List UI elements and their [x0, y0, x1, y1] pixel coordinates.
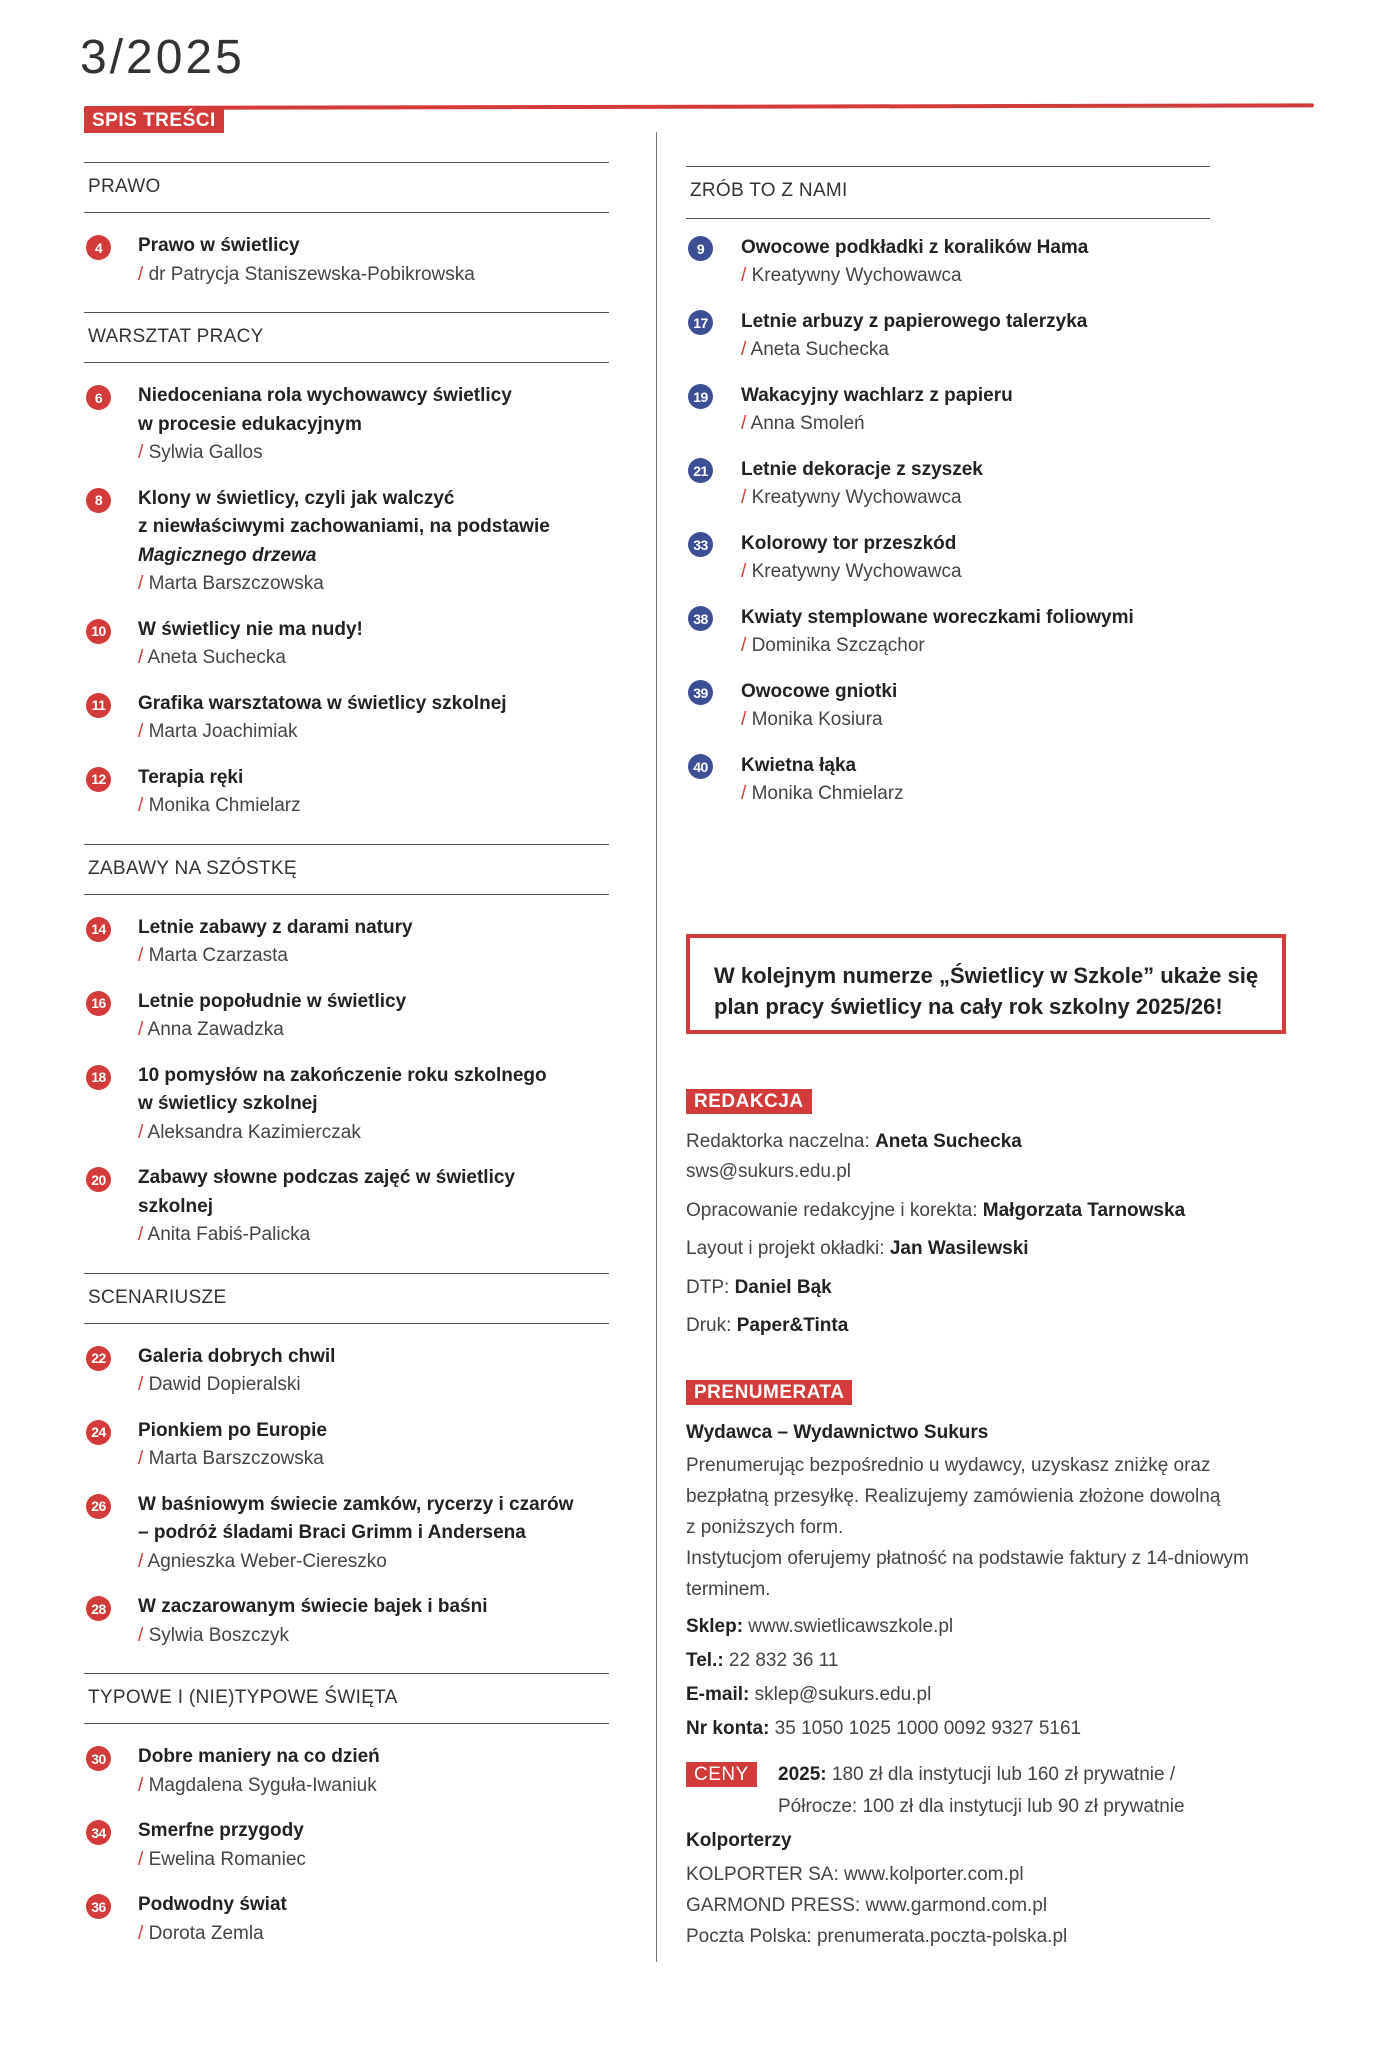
entry-title: Letnie arbuzy z papierowego talerzyka — [741, 311, 1088, 332]
entry-title: z niewłaściwymi zachowaniami, na podstawie — [138, 516, 550, 537]
section-rule — [686, 166, 1210, 167]
section-heading: PRAWO — [88, 176, 161, 197]
entry-author — [138, 261, 475, 289]
column-divider — [656, 132, 657, 1962]
page-badge: 33 — [688, 532, 713, 557]
distributor-line: KOLPORTER SA: www.kolporter.com.pl — [686, 1864, 1024, 1885]
page-badge: 24 — [86, 1420, 111, 1445]
entry-title: w procesie edukacyjnym — [138, 413, 362, 435]
author-name: Marta Barszczowska — [148, 1448, 324, 1469]
entry-title-italic: Magicznego drzewa — [138, 544, 317, 566]
entry-title — [138, 542, 316, 570]
author-name: Kreatywny Wychowawca — [751, 561, 962, 582]
section-heading: ZRÓB TO Z NAMI — [690, 180, 848, 201]
entry-title: Klony w świetlicy, czyli jak walczyć — [138, 487, 455, 509]
page-badge: 11 — [86, 693, 111, 718]
section-rule — [84, 1723, 609, 1724]
line-value: Jan Wasilewski — [889, 1238, 1029, 1259]
section-rule — [84, 362, 609, 363]
line-value: Daniel Bąk — [734, 1277, 832, 1298]
page-badge: 20 — [86, 1167, 111, 1192]
entry-author — [138, 792, 301, 820]
subscription-text: Instytucjom oferujemy płatność na podstawie faktury z 14-dniowym — [686, 1548, 1249, 1569]
author-slash: / — [138, 721, 149, 742]
price-line — [778, 1764, 1175, 1786]
author-slash: / — [138, 647, 148, 668]
entry-title: Terapia ręki — [138, 766, 244, 788]
subscription-text: bezpłatną przesyłkę. Realizujemy zamówienia złożone dowolną — [686, 1486, 1221, 1507]
entry-author — [741, 410, 865, 438]
section-heading: TYPOWE I (NIE)TYPOWE ŚWIĘTA — [88, 1687, 398, 1708]
entry-author — [138, 1221, 310, 1249]
author-slash: / — [138, 1448, 149, 1469]
contact-line — [686, 1684, 931, 1706]
price-key: 2025: — [778, 1764, 827, 1785]
author-slash: / — [138, 1922, 149, 1944]
issue-number: 3/2025 — [80, 31, 245, 84]
author-name: Magdalena Syguła-Iwaniuk — [148, 1774, 377, 1796]
author-name: Anita Fabiś-Palicka — [147, 1224, 311, 1245]
subscription-text: z poniższych form. — [686, 1517, 844, 1538]
subscription-text: Prenumerując bezpośrednio u wydawcy, uzyskasz zniżkę oraz — [686, 1455, 1211, 1476]
line-value: Paper&Tinta — [736, 1315, 849, 1336]
entry-title: Grafika warsztatowa w świetlicy szkolnej — [138, 692, 507, 714]
contact-value: sklep@sukurs.edu.pl — [749, 1684, 932, 1705]
entry-title: W baśniowym świecie zamków, rycerzy i czarów — [138, 1493, 574, 1515]
entry-author — [741, 780, 904, 808]
page-badge: 16 — [86, 991, 111, 1016]
author-name: Monika Kosiura — [751, 709, 883, 730]
line-key: Druk: — [686, 1315, 737, 1336]
author-slash: / — [741, 709, 752, 730]
entry-title: Wakacyjny wachlarz z papieru — [741, 385, 1013, 406]
author-slash: / — [138, 795, 149, 816]
author-slash: / — [741, 265, 752, 286]
entry-title: Pionkiem po Europie — [138, 1419, 327, 1441]
notice-text — [714, 960, 1258, 1022]
author-slash: / — [741, 413, 751, 434]
author-name: Kreatywny Wychowawca — [751, 265, 962, 286]
author-name: Dorota Zemla — [148, 1922, 264, 1944]
entry-author — [138, 439, 263, 467]
entry-title: szkolnej — [138, 1195, 213, 1217]
entry-author — [138, 570, 324, 598]
entry-title: Kwietna łąka — [741, 755, 857, 776]
page-badge: 8 — [86, 488, 111, 513]
author-slash: / — [138, 1019, 148, 1040]
author-slash: / — [138, 442, 149, 463]
ceny-label: CENY — [686, 1762, 757, 1787]
distributors-title: Kolporterzy — [686, 1830, 792, 1851]
prenumerata-label: PRENUMERATA — [686, 1380, 852, 1405]
line-key: sws@sukurs.edu.pl — [686, 1161, 852, 1182]
section-rule — [84, 1323, 609, 1324]
entry-title: Prawo w świetlicy — [138, 235, 300, 256]
entry-title: W świetlicy nie ma nudy! — [138, 618, 363, 640]
entry-title: Podwodny świat — [138, 1894, 287, 1915]
section-rule — [686, 218, 1210, 219]
author-name: Marta Joachimiak — [148, 721, 298, 742]
page-badge: 4 — [86, 235, 111, 260]
contact-key: Tel.: — [686, 1650, 724, 1671]
section-rule — [84, 312, 609, 313]
contact-line — [686, 1718, 1081, 1740]
author-name: Anna Zawadzka — [147, 1019, 284, 1040]
page-badge: 21 — [688, 458, 713, 483]
line-key: Opracowanie redakcyjne i korekta: — [686, 1200, 983, 1221]
publisher-line: Wydawca – Wydawnictwo Sukurs — [686, 1422, 989, 1443]
line-key: DTP: — [686, 1277, 735, 1298]
line-value: Małgorzata Tarnowska — [982, 1200, 1186, 1221]
author-name: Aneta Suchecka — [147, 647, 286, 668]
entry-author — [138, 718, 297, 746]
section-heading: SCENARIUSZE — [88, 1286, 227, 1308]
author-name: Aneta Suchecka — [750, 339, 889, 360]
section-rule — [84, 1273, 609, 1274]
author-name: Sylwia Boszczyk — [148, 1624, 289, 1646]
page-badge: 14 — [86, 917, 111, 942]
author-name: Agnieszka Weber-Ciereszko — [147, 1550, 387, 1572]
entry-title: Letnie dekoracje z szyszek — [741, 459, 983, 480]
entry-author — [138, 1622, 289, 1650]
page-badge: 40 — [688, 754, 713, 779]
entry-author — [138, 644, 286, 672]
redakcja-line — [686, 1238, 1029, 1260]
contact-value: 22 832 36 11 — [723, 1650, 839, 1671]
author-name: Marta Barszczowska — [148, 573, 324, 594]
entry-author — [741, 706, 883, 734]
price-line: Półrocze: 100 zł dla instytucji lub 90 zł prywatnie — [778, 1796, 1185, 1817]
author-slash: / — [741, 783, 752, 804]
author-slash: / — [741, 635, 752, 656]
page-badge: 36 — [86, 1894, 111, 1919]
entry-author — [138, 1119, 361, 1147]
contact-key: Sklep: — [686, 1616, 744, 1637]
page-badge: 22 — [86, 1346, 111, 1371]
line-value: Aneta Suchecka — [875, 1131, 1022, 1152]
author-name: Sylwia Gallos — [148, 442, 263, 463]
section-rule — [84, 894, 609, 895]
entry-author — [138, 1445, 324, 1473]
redakcja-line — [686, 1131, 1022, 1153]
entry-title: Letnie zabawy z darami natury — [138, 916, 413, 938]
section-rule — [84, 162, 609, 163]
entry-title: Niedoceniana rola wychowawcy świetlicy — [138, 385, 512, 406]
author-name: Monika Chmielarz — [751, 783, 904, 804]
page-badge: 6 — [86, 385, 111, 410]
contact-value: 35 1050 1025 1000 0092 9327 5161 — [769, 1718, 1082, 1739]
author-name: Ewelina Romaniec — [148, 1848, 306, 1870]
entry-author — [741, 336, 889, 364]
entry-author — [741, 632, 925, 660]
contact-key: Nr konta: — [686, 1718, 770, 1739]
entry-title: Kwiaty stemplowane woreczkami foliowymi — [741, 607, 1134, 628]
entry-title: Kolorowy tor przeszkód — [741, 533, 957, 554]
author-name: Dawid Dopieralski — [148, 1374, 301, 1395]
toc-label: SPIS TREŚCI — [84, 108, 224, 133]
page-badge: 12 — [86, 767, 111, 792]
notice-line: plan pracy świetlicy na cały rok szkolny 2025/26! — [714, 994, 1223, 1019]
page-badge: 34 — [86, 1820, 111, 1845]
author-slash: / — [138, 263, 149, 285]
author-name: Dominika Szcząchor — [751, 635, 925, 656]
author-slash: / — [138, 1774, 149, 1796]
contact-line — [686, 1616, 953, 1638]
entry-author — [741, 484, 962, 512]
author-slash: / — [138, 1624, 149, 1646]
author-slash: / — [138, 1848, 149, 1870]
page-badge: 28 — [86, 1596, 111, 1621]
section-heading: ZABAWY NA SZÓSTKĘ — [88, 857, 297, 879]
author-slash: / — [138, 1374, 149, 1395]
section-heading: WARSZTAT PRACY — [88, 326, 264, 347]
author-slash: / — [138, 1121, 148, 1143]
entry-author — [741, 262, 962, 290]
redakcja-line — [686, 1277, 832, 1299]
author-slash: / — [138, 945, 149, 966]
entry-author — [138, 1920, 264, 1948]
entry-author — [138, 1548, 387, 1576]
author-slash: / — [741, 561, 752, 582]
page-badge: 19 — [688, 384, 713, 409]
price-value: 180 zł dla instytucji lub 160 zł prywatnie / — [826, 1764, 1176, 1785]
entry-title: Zabawy słowne podczas zajęć w świetlicy — [138, 1167, 515, 1188]
redakcja-line — [686, 1200, 1185, 1222]
entry-title: – podróż śladami Braci Grimm i Andersena — [138, 1522, 526, 1543]
page-badge: 30 — [86, 1746, 111, 1771]
entry-title: 10 pomysłów na zakończenie roku szkolnego — [138, 1064, 547, 1086]
author-slash: / — [741, 339, 751, 360]
next-issue-notice — [686, 934, 1286, 1034]
contact-value: www.swietlicawszkole.pl — [743, 1616, 954, 1637]
entry-author — [138, 942, 288, 970]
distributor-line: GARMOND PRESS: www.garmond.com.pl — [686, 1895, 1048, 1916]
author-name: Monika Chmielarz — [148, 795, 301, 816]
distributor-line: Poczta Polska: prenumerata.poczta-polska.pl — [686, 1926, 1068, 1947]
entry-author — [138, 1772, 377, 1800]
page-badge: 10 — [86, 619, 111, 644]
author-slash: / — [138, 1550, 148, 1572]
page-badge: 39 — [688, 680, 713, 705]
redakcja-line — [686, 1161, 851, 1183]
author-slash: / — [138, 1224, 148, 1245]
section-rule — [84, 212, 609, 213]
page-badge: 9 — [688, 236, 713, 261]
redakcja-line — [686, 1315, 848, 1337]
author-name: Kreatywny Wychowawca — [751, 487, 962, 508]
section-rule — [84, 844, 609, 845]
entry-title: Owocowe podkładki z koralików Hama — [741, 237, 1089, 258]
line-key: Layout i projekt okładki: — [686, 1238, 890, 1259]
entry-title: Letnie popołudnie w świetlicy — [138, 990, 407, 1012]
entry-author — [138, 1016, 284, 1044]
entry-title: Owocowe gniotki — [741, 681, 898, 702]
author-name: Marta Czarzasta — [148, 945, 288, 966]
section-rule — [84, 1673, 609, 1674]
author-slash: / — [741, 487, 752, 508]
entry-author — [138, 1371, 301, 1399]
page-badge: 17 — [688, 310, 713, 335]
entry-title: W zaczarowanym świecie bajek i baśni — [138, 1596, 488, 1617]
contact-line — [686, 1650, 838, 1672]
author-slash: / — [138, 573, 149, 594]
contact-key: E-mail: — [686, 1684, 750, 1705]
entry-title: Dobre maniery na co dzień — [138, 1746, 380, 1767]
header-rule — [84, 103, 1314, 110]
author-name: Anna Smoleń — [750, 413, 865, 434]
redakcja-label: REDAKCJA — [686, 1089, 812, 1114]
page-badge: 38 — [688, 606, 713, 631]
author-name: Aleksandra Kazimierczak — [147, 1121, 361, 1143]
author-name: dr Patrycja Staniszewska-Pobikrowska — [148, 263, 475, 285]
entry-author — [138, 1846, 306, 1874]
entry-title: Galeria dobrych chwil — [138, 1345, 336, 1367]
page-badge: 26 — [86, 1494, 111, 1519]
entry-title: Smerfne przygody — [138, 1820, 304, 1841]
entry-author — [741, 558, 962, 586]
entry-title: w świetlicy szkolnej — [138, 1093, 318, 1114]
subscription-text: terminem. — [686, 1579, 771, 1600]
page-badge: 18 — [86, 1065, 111, 1090]
line-key: Redaktorka naczelna: — [686, 1131, 876, 1152]
notice-line: W kolejnym numerze „Świetlicy w Szkole” ukaże się — [714, 963, 1259, 988]
